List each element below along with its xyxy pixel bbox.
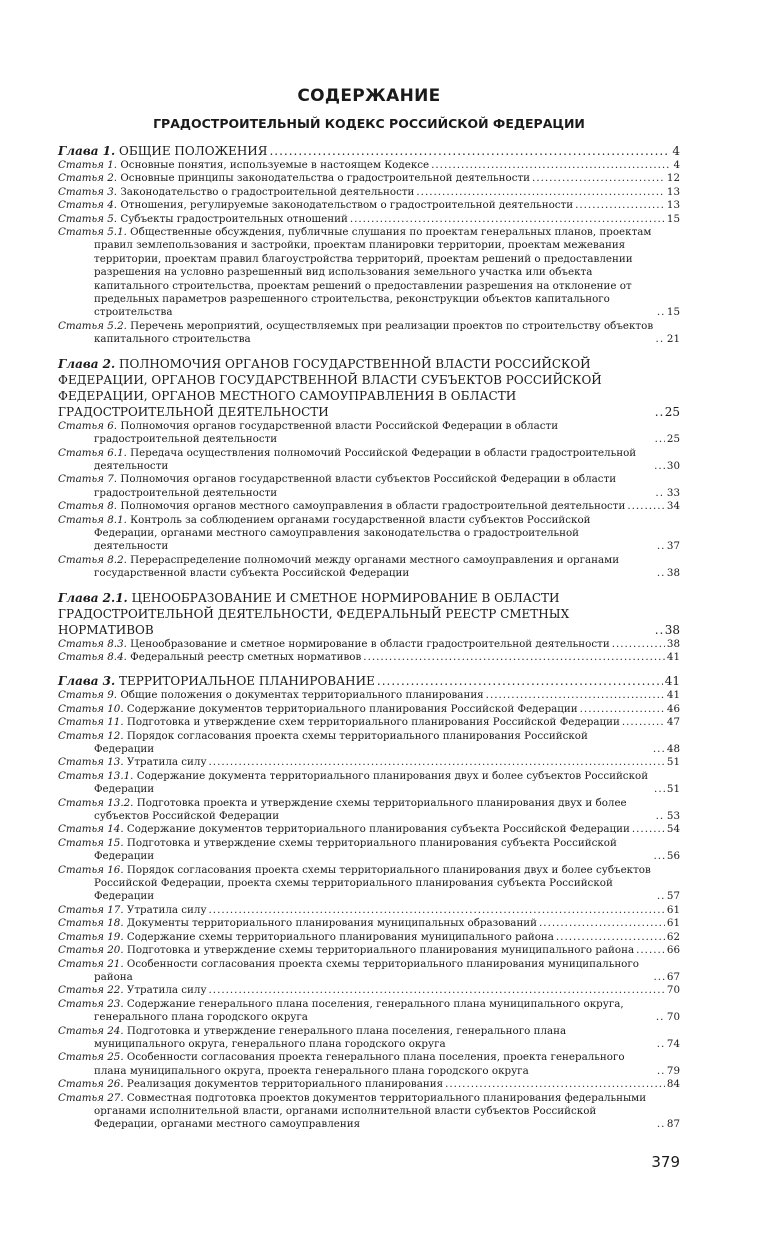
article-label: Статья 11.: [58, 716, 124, 729]
article-title: Утратила силу: [126, 903, 207, 916]
article-page: 70: [666, 1011, 680, 1024]
article-title: Перераспределение полномочий между органами местного самоуправления и органами государственной власти субъекта Российской Федерации: [94, 553, 620, 580]
article-entry[interactable]: [58, 638, 680, 651]
article-title: Законодательство о градостроительной деятельности: [120, 185, 415, 198]
article-title: Подготовка и утверждение генерального плана поселения, генерального плана муниципального округа, генерального плана городского округа: [94, 1024, 567, 1050]
article-title: Контроль за соблюдением органами государственной власти субъектов Российской Федерации, органами местного самоуправления законодательства о градостроительной деятельности: [94, 513, 591, 553]
article-title: Отношения, регулируемые законодательством о градостроительной деятельности: [120, 199, 574, 212]
article-title: Ценообразование и сметное нормирование в области градостроительной деятельности: [130, 637, 610, 650]
dot-leader: [350, 213, 665, 226]
dot-leader: [539, 917, 665, 930]
article-title: Подготовка проекта и утверждение схемы территориального планирования двух и более субъектов Российской Федерации: [94, 796, 627, 823]
article-label: Статья 20.: [58, 944, 124, 957]
article-label: Статья 13.1.: [58, 769, 134, 782]
article-label: Статья 14.: [58, 823, 124, 836]
dot-leader: [632, 823, 665, 836]
dot-leader: [431, 159, 671, 172]
article-title: Порядок согласования проекта схемы территориального планирования Российской Федерации: [94, 729, 588, 755]
article-title: Содержание генерального плана поселения, генерального плана муниципального округа, генерального плана городского округа: [94, 997, 624, 1024]
article-label: Статья 16.: [58, 863, 124, 876]
article-label: Статья 3.: [58, 185, 118, 198]
dot-leader: [269, 143, 670, 159]
dot-leader: [655, 622, 663, 638]
article-page: 38: [666, 567, 680, 580]
article-label: Статья 15.: [58, 836, 124, 849]
dot-leader: [656, 333, 665, 346]
article-page: 54: [666, 823, 680, 836]
page-title: СОДЕРЖАНИЕ: [297, 86, 441, 106]
article-entry[interactable]: [58, 213, 680, 226]
article-entry[interactable]: [58, 837, 680, 864]
article-entry[interactable]: [58, 703, 680, 716]
article-title: Утратила силу: [126, 756, 207, 769]
article-label: Статья 6.: [58, 419, 118, 432]
article-title: Утратила силу: [126, 984, 207, 997]
article-entry[interactable]: [58, 1025, 680, 1052]
article-label: Статья 2.: [58, 172, 118, 185]
article-entry[interactable]: [58, 226, 680, 320]
article-title: Содержание документов территориального планирования Российской Федерации: [126, 702, 578, 715]
article-entry[interactable]: [58, 716, 680, 729]
article-label: Статья 5.2.: [58, 319, 127, 332]
article-label: Статья 17.: [58, 903, 124, 916]
article-label: Статья 8.: [58, 500, 118, 513]
article-entry[interactable]: [58, 770, 680, 797]
article-page: 51: [666, 756, 680, 769]
article-label: Статья 12.: [58, 729, 124, 742]
article-entry[interactable]: [58, 651, 680, 664]
article-page: 87: [666, 1118, 680, 1131]
dot-leader: [445, 1078, 665, 1091]
article-entry[interactable]: [58, 1092, 680, 1132]
article-entry[interactable]: [58, 944, 680, 957]
article-label: Статья 6.1.: [58, 446, 127, 459]
article-entry[interactable]: [58, 823, 680, 836]
article-label: Статья 13.: [58, 756, 124, 769]
article-page: 15: [666, 212, 680, 225]
article-entry[interactable]: [58, 554, 680, 581]
article-page: 51: [666, 783, 680, 796]
dot-leader: [657, 890, 665, 903]
article-label: Статья 1.: [58, 159, 118, 171]
page-number: 379: [651, 1153, 680, 1171]
chapter-page: 38: [664, 622, 680, 637]
article-entry[interactable]: [58, 199, 680, 212]
article-page: 30: [666, 459, 680, 472]
article-label: Статья 9.: [58, 689, 118, 702]
article-label: Статья 13.2.: [58, 796, 134, 809]
article-page: 67: [666, 970, 680, 983]
dot-leader: [655, 404, 663, 420]
dot-leader: [486, 689, 665, 702]
chapter-heading[interactable]: [58, 356, 680, 420]
article-entry[interactable]: [58, 447, 680, 474]
article-entry[interactable]: [58, 984, 680, 997]
article-label: Статья 4.: [58, 199, 118, 212]
article-title: Содержание документа территориального планирования двух и более субъектов Российской Федерации: [94, 769, 649, 796]
article-entry[interactable]: [58, 473, 680, 500]
article-title: Подготовка и утверждение схемы территориального планирования муниципального района: [126, 944, 635, 957]
toc-page: [58, 86, 680, 1141]
dot-leader: [532, 172, 665, 185]
chapter-page: 25: [664, 404, 680, 419]
article-entry[interactable]: [58, 1078, 680, 1091]
article-entry[interactable]: [58, 917, 680, 930]
article-page: 62: [666, 930, 680, 943]
article-title: Подготовка и утверждение схемы территориального планирования субъекта Российской Федерации: [94, 836, 617, 863]
dot-leader: [657, 1038, 665, 1051]
article-title: Особенности согласования проекта генерального плана поселения, проекта генерального плана муниципального округа, проекта генерального плана городского округа: [94, 1051, 625, 1077]
dot-leader: [656, 1011, 665, 1024]
article-title: Содержание документов территориального планирования субъекта Российской Федерации: [126, 823, 630, 836]
article-label: Статья 8.2.: [58, 553, 127, 566]
dot-leader: [209, 756, 665, 769]
dot-leader: [654, 783, 665, 796]
article-page: 46: [666, 702, 680, 715]
dot-leader: [655, 487, 664, 500]
dot-leader: [654, 460, 665, 473]
dot-leader: [657, 1065, 665, 1078]
dot-leader: [612, 638, 665, 651]
chapter-label: Глава 2.: [58, 356, 116, 371]
article-entry[interactable]: [58, 186, 680, 199]
article-entry[interactable]: [58, 500, 680, 513]
article-entry[interactable]: [58, 159, 680, 172]
article-entry[interactable]: [58, 904, 680, 917]
article-page: 66: [666, 944, 680, 957]
article-label: Статья 24.: [58, 1024, 124, 1037]
article-label: Статья 5.: [58, 212, 118, 225]
chapter-block: [58, 356, 680, 581]
article-page: 41: [666, 650, 680, 663]
chapter-block: [58, 590, 680, 665]
chapter-page: 41: [664, 674, 680, 689]
article-title: Субъекты градостроительных отношений: [120, 212, 348, 225]
chapter-title: ПОЛНОМОЧИЯ ОРГАНОВ ГОСУДАРСТВЕННОЙ ВЛАСТИ РОССИЙСКОЙ ФЕДЕРАЦИИ, ОРГАНОВ ГОСУДАРСТВЕННОЙ ВЛАСТИ СУБЪЕКТОВ РОССИЙСКОЙ ФЕДЕРАЦИИ, ОРГАНОВ МЕСТНОГО САМОУПРАВЛЕНИЯ В ОБЛАСТИ ГРАДОСТРОИТЕЛЬНОЙ ДЕЯТЕЛЬНОСТИ: [58, 356, 602, 419]
chapter-block: [58, 673, 680, 1131]
article-title: Реализация документов территориального планирования: [126, 1078, 444, 1091]
article-page: 84: [666, 1078, 680, 1091]
article-label: Статья 10.: [58, 702, 124, 715]
article-entry[interactable]: [58, 420, 680, 447]
article-page: 34: [666, 500, 680, 513]
dot-leader: [622, 716, 665, 729]
article-label: Статья 21.: [58, 957, 124, 970]
article-label: Статья 5.1.: [58, 226, 127, 239]
article-title: Подготовка и утверждение схем территориального планирования Российской Федерации: [126, 716, 620, 729]
article-page: 15: [666, 306, 680, 319]
article-label: Статья 8.1.: [58, 513, 127, 526]
chapter-heading[interactable]: [58, 590, 680, 638]
article-page: 47: [666, 716, 680, 729]
article-entry[interactable]: [58, 958, 680, 985]
dot-leader: [416, 186, 664, 199]
chapter-title: ОБЩИЕ ПОЛОЖЕНИЯ: [119, 144, 268, 158]
article-title: Общественные обсуждения, публичные слушания по проектам генеральных планов, проектам правил землепользования и застройки, проектам планировки территории, проектам межевания территории, проектам правил благоустройства территорий, проектам решений о предоставлении разрешения на условно разрешенный вид использования земельного участка или объекта капитального строительства, проектам решений о предоставлении разрешения на отклонение от предельных параметров разрешенного строительства, реконструкции объектов капитального строительства: [94, 226, 652, 319]
article-entry[interactable]: [58, 172, 680, 185]
article-entry[interactable]: [58, 864, 680, 904]
article-title: Общие положения о документах территориального планирования: [120, 689, 484, 702]
article-entry[interactable]: [58, 320, 680, 347]
article-entry[interactable]: [58, 797, 680, 824]
article-label: Статья 18.: [58, 917, 124, 930]
article-label: Статья 8.3.: [58, 637, 127, 650]
article-page: 74: [666, 1037, 680, 1050]
dot-leader: [653, 743, 665, 756]
article-label: Статья 7.: [58, 473, 118, 486]
article-label: Статья 23.: [58, 997, 124, 1010]
article-title: Полномочия органов местного самоуправления в области градостроительной деятельности: [120, 500, 626, 513]
article-page: 61: [666, 903, 680, 916]
dot-leader: [377, 673, 663, 689]
dot-leader: [657, 567, 665, 580]
article-page: 48: [666, 743, 680, 755]
article-title: Содержание схемы территориального планирования муниципального района: [126, 930, 554, 943]
chapter-label: Глава 2.1.: [58, 590, 128, 605]
article-entry[interactable]: [58, 730, 680, 757]
article-label: Статья 27.: [58, 1091, 124, 1104]
article-page: 12: [666, 172, 680, 185]
dot-leader: [209, 904, 665, 917]
article-label: Статья 19.: [58, 930, 124, 943]
article-label: Статья 22.: [58, 984, 124, 997]
chapter-title: ТЕРРИТОРИАЛЬНОЕ ПЛАНИРОВАНИЕ: [119, 674, 375, 689]
chapter-label: Глава 1.: [58, 144, 116, 158]
article-title: Особенности согласования проекта схемы территориального планирования муниципального района: [94, 957, 639, 983]
article-entry[interactable]: [58, 998, 680, 1025]
table-of-contents: [58, 143, 680, 1132]
chapter-page: 4: [672, 144, 680, 158]
dot-leader: [653, 850, 664, 863]
article-page: 25: [666, 433, 680, 446]
article-title: Федеральный реестр сметных нормативов: [130, 650, 362, 663]
article-entry[interactable]: [58, 756, 680, 769]
article-page: 53: [666, 810, 680, 823]
article-label: Статья 25.: [58, 1051, 124, 1064]
dot-leader: [657, 306, 665, 319]
article-title: Основные принципы законодательства о градостроительной деятельности: [120, 172, 531, 185]
chapter-heading[interactable]: [58, 143, 680, 159]
chapter-block: [58, 143, 680, 347]
article-page: 70: [666, 984, 680, 997]
article-title: Порядок согласования проекта схемы территориального планирования двух и более субъектов Российской Федерации, проекта схемы территориального планирования субъекта Российской Федерации: [94, 863, 651, 903]
article-entry[interactable]: [58, 689, 680, 702]
article-title: Документы территориального планирования муниципальных образований: [126, 917, 538, 930]
article-page: 37: [666, 540, 680, 553]
dot-leader: [654, 971, 665, 984]
article-label: Статья 8.4.: [58, 650, 127, 663]
dot-leader: [575, 199, 665, 212]
dot-leader: [655, 433, 665, 446]
article-label: Статья 26.: [58, 1078, 124, 1091]
article-title: Перечень мероприятий, осуществляемых при реализации проектов по строительству объектов капитального строительства: [94, 319, 654, 346]
dot-leader: [627, 500, 665, 513]
article-page: 56: [666, 850, 680, 863]
article-page: 61: [666, 917, 680, 930]
article-page: 13: [666, 185, 680, 198]
dot-leader: [209, 984, 665, 997]
article-title: Передача осуществления полномочий Российской Федерации в области градостроительной деятельности: [94, 446, 637, 472]
article-entry[interactable]: [58, 1051, 680, 1078]
article-page: 38: [666, 637, 680, 650]
dot-leader: [656, 810, 665, 823]
article-entry[interactable]: [58, 514, 680, 554]
article-page: 41: [666, 689, 680, 702]
dot-leader: [580, 703, 665, 716]
article-page: 57: [666, 890, 680, 903]
article-page: 33: [666, 486, 680, 499]
dot-leader: [363, 651, 665, 664]
dot-leader: [657, 540, 665, 553]
article-title: Совместная подготовка проектов документов территориального планирования федеральными органами исполнительной власти, органами исполнительной власти субъектов Российской Федерации, органами местного самоуправления: [94, 1091, 647, 1131]
chapter-label: Глава 3.: [58, 674, 116, 689]
article-title: Полномочия органов государственной власти субъектов Российской Федерации в области градостроительной деятельности: [94, 473, 617, 499]
article-entry[interactable]: [58, 931, 680, 944]
article-page: 79: [666, 1064, 680, 1077]
dot-leader: [657, 1118, 665, 1131]
code-subtitle: ГРАДОСТРОИТЕЛЬНЫЙ КОДЕКС РОССИЙСКОЙ ФЕДЕРАЦИИ: [153, 116, 585, 131]
dot-leader: [636, 944, 665, 957]
chapter-heading[interactable]: [58, 673, 680, 689]
dot-leader: [556, 931, 665, 944]
article-page: 21: [666, 333, 680, 346]
article-title: Полномочия органов государственной власти Российской Федерации в области градостроительной деятельности: [94, 419, 559, 446]
article-page: 4: [673, 159, 680, 171]
chapter-title: ЦЕНООБРАЗОВАНИЕ И СМЕТНОЕ НОРМИРОВАНИЕ В ОБЛАСТИ ГРАДОСТРОИТЕЛЬНОЙ ДЕЯТЕЛЬНОСТИ, ФЕДЕРАЛЬНЫЙ РЕЕСТР СМЕТНЫХ НОРМАТИВОВ: [58, 590, 570, 637]
article-page: 13: [666, 199, 680, 212]
article-title: Основные понятия, используемые в настоящем Кодексе: [120, 159, 430, 171]
